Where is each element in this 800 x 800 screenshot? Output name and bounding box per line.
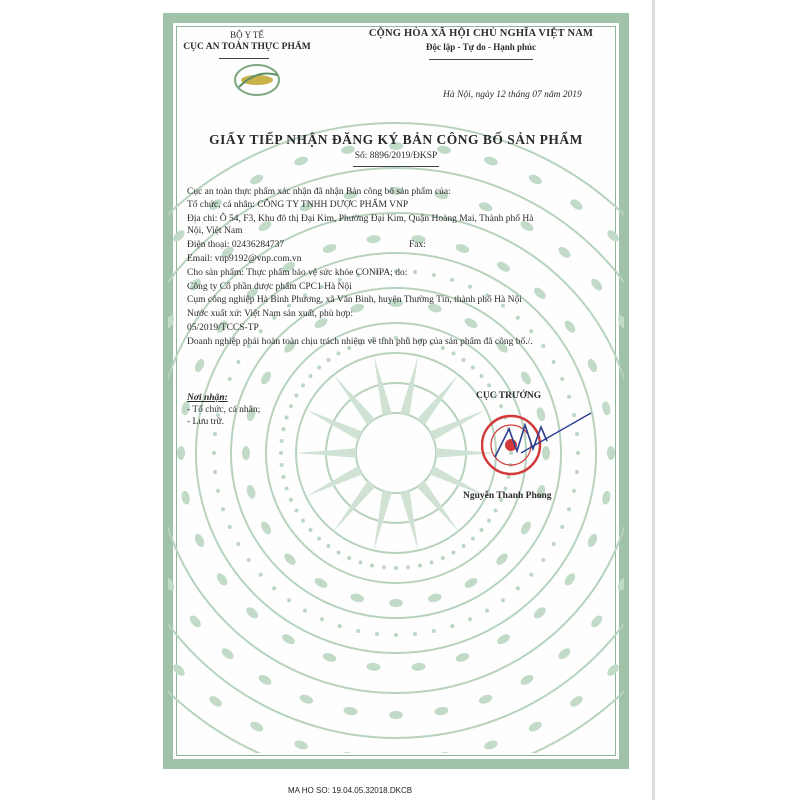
- recipients-title: Nơi nhận:: [187, 393, 228, 403]
- fax-label: Fax:: [409, 240, 426, 250]
- document-title: GIẤY TIẾP NHẬN ĐĂNG KÝ BẢN CÔNG BỐ SẢN PHẨM: [209, 132, 583, 147]
- ministry-header: [177, 30, 317, 52]
- signer-name: Nguyễn Thanh Phong: [463, 491, 552, 501]
- vfa-logo: [233, 63, 281, 102]
- recipient-item: - Lưu trữ.: [187, 417, 224, 427]
- signer-position: CỤC TRƯỞNG: [476, 391, 542, 401]
- national-motto: Độc lập - Tự do - Hạnh phúc: [425, 42, 536, 52]
- dossier-code: MA HO SO: 19.04.05.32018.DKCB: [288, 786, 413, 795]
- document-number: Số: 8896/2019/ĐKSP: [354, 151, 438, 161]
- body-line-email: Email: vnp9192@vnp.com.vn: [187, 254, 302, 264]
- body-line-responsibility: Doanh nghiệp phải hoàn toàn chịu trách nhiệm về tính phù hợp của sản phẩm đã công bố./.: [187, 337, 533, 347]
- body-line-address: Địa chỉ: Ô 54, F3, Khu đô thị Đại Kim, Phường Đại Kim, Quận Hoàng Mai, Thành phố Hà: [187, 214, 534, 224]
- country-header: [346, 28, 616, 52]
- department-name: CỤC AN TOÀN THỰC PHẨM: [183, 42, 311, 52]
- body-line-address-cont: Nội, Việt Nam: [187, 226, 243, 236]
- country-name: CỘNG HÒA XÃ HỘI CHỦ NGHĨA VIỆT NAM: [368, 28, 594, 39]
- body-line-organization: Tổ chức, cá nhân: CÔNG TY TNHH DƯỢC PHẨM VNP: [187, 200, 409, 210]
- official-stamp: [481, 411, 601, 486]
- header-left-rule: [219, 58, 269, 59]
- recipient-item: - Tổ chức, cá nhân;: [187, 405, 261, 415]
- body-line-phone: Điện thoại: 02436284737: [187, 240, 285, 250]
- title-rule: [353, 166, 439, 167]
- ministry-name: BỘ Y TẾ: [230, 30, 264, 40]
- certificate-document: [163, 13, 629, 769]
- body-line-product: Cho sản phẩm: Thực phẩm bảo vệ sức khỏe CONIPA; do:: [187, 268, 408, 278]
- body-line-origin: Nước xuất xứ: Việt Nam sản xuất, phù hợp:: [187, 309, 354, 319]
- page-edge-strip: [652, 0, 655, 800]
- body-line-1: Cục an toàn thực phẩm xác nhận đã nhận Bản công bố sản phẩm của:: [187, 187, 451, 197]
- body-line-manufacturer: Công ty Cổ phần dược phẩm CPC1 Hà Nội: [187, 282, 352, 292]
- issue-date: Hà Nội, ngày 12 tháng 07 năm 2019: [443, 90, 582, 100]
- body-line-standard: 05/2019/TCCS-TP: [187, 323, 259, 333]
- header-right-rule: [429, 59, 533, 60]
- body-line-manufacturer-address: Cụm công nghiệp Hà Bình Phương, xã Văn Bình, huyện Thường Tín, thành phố Hà Nội: [187, 295, 522, 305]
